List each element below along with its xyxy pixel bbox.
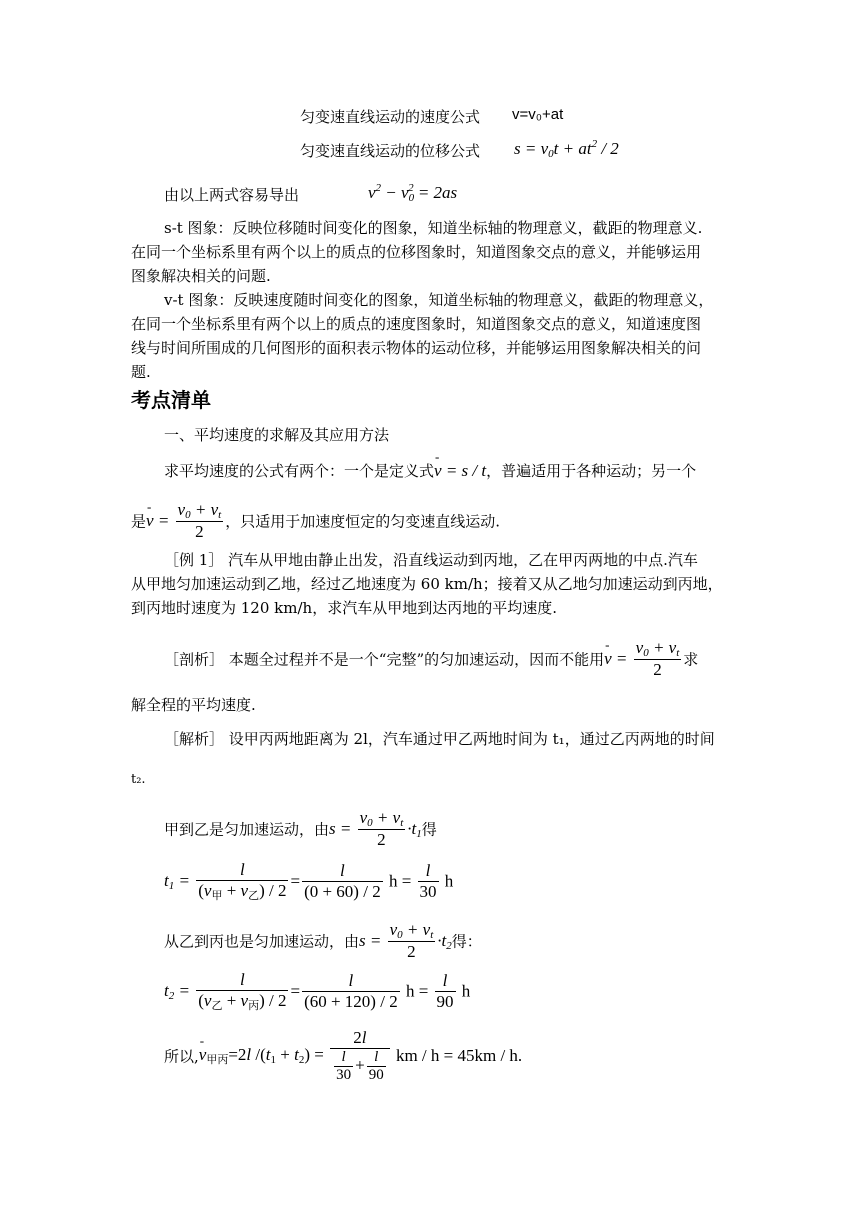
st-paragraph-line-3: 图象解决相关的问题. xyxy=(131,267,271,285)
analysis-text-a: ［剖析］ 本题全过程并不是一个“完整”的匀加速运动，因而不能用 xyxy=(164,650,605,669)
final-equation: 所以,- $v_{甲丙}=2l$ $/(t_1 + t_2)$ = 2l $\frac{l}{30}$ + $\frac{l}{90}$ km / h = 45km / h. xyxy=(164,1028,522,1084)
analysis-line-2: 解全程的平均速度. xyxy=(131,696,256,714)
step1-text-a: 甲到乙是匀加速运动，由 xyxy=(164,820,330,839)
step1-fraction: $\frac{v_0 + v_t}{2}$ xyxy=(359,808,404,849)
vt-paragraph-line-1: v-t 图象：反映速度随时间变化的图象，知道坐标轴的物理意义，截距的物理意义， xyxy=(164,291,714,309)
vt-paragraph-line-4: 题. xyxy=(131,363,151,381)
example-line-3: 到丙地时速度为 120 km/h，求汽车从甲地到达丙地的平均速度. xyxy=(131,599,557,617)
analysis-line: ［剖析］ 本题全过程并不是一个“完整”的匀加速运动，因而不能用- v = $\frac{v_0 + v_t}{2}$ 求 xyxy=(164,638,698,680)
step2-fraction: $\frac{v_0 + v_t}{2}$ xyxy=(389,920,434,961)
analysis-text-b: 求 xyxy=(683,650,699,669)
step2-line: 从乙到丙也是匀加速运动，由s = $\frac{v_0 + v_t}{2}$ $\cdot t_2$得： xyxy=(164,920,482,961)
example-line-2: 从甲地匀加速运动到乙地，经过乙地速度为 60 km/h；接着又从乙地匀加速运动到丙地， xyxy=(131,575,723,593)
solution-line-1: ［解析］ 设甲丙两地距离为 2l，汽车通过甲乙两地时间为 t₁，通过乙丙两地的时间 xyxy=(164,730,715,748)
t1-equation: $t_1$ = $\frac{l}{(v_甲 + v_乙) / 2}$ = $\frac{l}{(0 + 60) / 2}$ h = $\frac{l}{30}$ h xyxy=(164,860,454,902)
avg-def-line-2: 是- v = $\frac{v_0 + v_t}{2}$ ，只适用于加速度恒定的匀变速直线运动. xyxy=(131,500,500,542)
displacement-formula-expr: $s = v_0t + at^2 / 2$ xyxy=(514,138,619,160)
solution-line-2: t₂. xyxy=(131,772,146,787)
final-fraction: 2l $\frac{l}{30}$ + $\frac{l}{90}$ xyxy=(330,1028,390,1084)
avg-def-text-c: 是 xyxy=(131,512,147,531)
final-text-a: 所以, xyxy=(164,1047,199,1066)
avg-def-text-d: ，只适用于加速度恒定的匀变速直线运动. xyxy=(225,512,500,531)
vt-paragraph-line-2: 在同一个坐标系里有两个以上的质点的速度图象时，知道图象交点的意义，知道速度图 xyxy=(131,315,702,333)
vt-paragraph-line-3: 线与时间所围成的几何图形的面积表示物体的运动位移，并能够运用图象解决相关的问 xyxy=(131,339,702,357)
t1-frac-2: $\frac{l}{(0 + 60) / 2}$ xyxy=(304,861,381,901)
st-paragraph-line-2: 在同一个坐标系里有两个以上的质点的位移图象时，知道图象交点的意义，并能够运用 xyxy=(131,243,702,261)
derive-expr: $v^2 - v_0^2 = 2as$ xyxy=(368,182,458,204)
t2-frac-2: $\frac{l}{(60 + 120) / 2}$ xyxy=(304,971,398,1011)
section-title: 考点清单 xyxy=(131,388,211,412)
t2-equation: $t_2$ = $\frac{l}{(v_乙 + v_丙) / 2}$ = $\frac{l}{(60 + 120) / 2}$ h = $\frac{l}{90}$ h xyxy=(164,970,471,1012)
avg-def-text-a: 求平均速度的公式有两个：一个是定义式 xyxy=(164,462,435,480)
section-subtitle: 一、平均速度的求解及其应用方法 xyxy=(164,426,390,444)
velocity-formula-expr: v=v₀+at xyxy=(512,106,564,123)
derive-label: 由以上两式容易导出 xyxy=(164,186,300,204)
avg-fraction: $\frac{v_0 + v_t}{2}$ xyxy=(177,500,222,541)
avg-def-expr: - v = s / t xyxy=(434,461,486,480)
t2-frac-3: $\frac{l}{90}$ xyxy=(436,971,454,1011)
analysis-fraction: $\frac{v_0 + v_t}{2}$ xyxy=(635,638,680,679)
t2-frac-1: $\frac{l}{(v_乙 + v_丙) / 2}$ xyxy=(198,970,287,1012)
step2-text-b: 得： xyxy=(451,932,482,951)
t1-frac-3: $\frac{l}{30}$ xyxy=(419,861,437,901)
displacement-formula-label: 匀变速直线运动的位移公式 xyxy=(300,142,481,160)
step1-line: 甲到乙是匀加速运动，由s = $\frac{v_0 + v_t}{2}$ $\cdot t_1$得 xyxy=(164,808,437,849)
step2-text-a: 从乙到丙也是匀加速运动，由 xyxy=(164,932,360,951)
step1-text-b: 得 xyxy=(421,820,437,839)
example-line-1: ［例 1］ 汽车从甲地由静止出发，沿直线运动到丙地，乙在甲丙两地的中点.汽车 xyxy=(164,551,698,569)
velocity-formula-label: 匀变速直线运动的速度公式 xyxy=(300,108,481,126)
st-paragraph-line-1: s-t 图象：反映位移随时间变化的图象，知道坐标轴的物理意义，截距的物理意义. xyxy=(164,219,703,237)
avg-def-line-1 xyxy=(164,460,696,481)
t1-frac-1: $\frac{l}{(v_甲 + v_乙) / 2}$ xyxy=(198,860,287,902)
avg-def-text-b: ，普遍适用于各种运动；另一个 xyxy=(486,462,697,480)
